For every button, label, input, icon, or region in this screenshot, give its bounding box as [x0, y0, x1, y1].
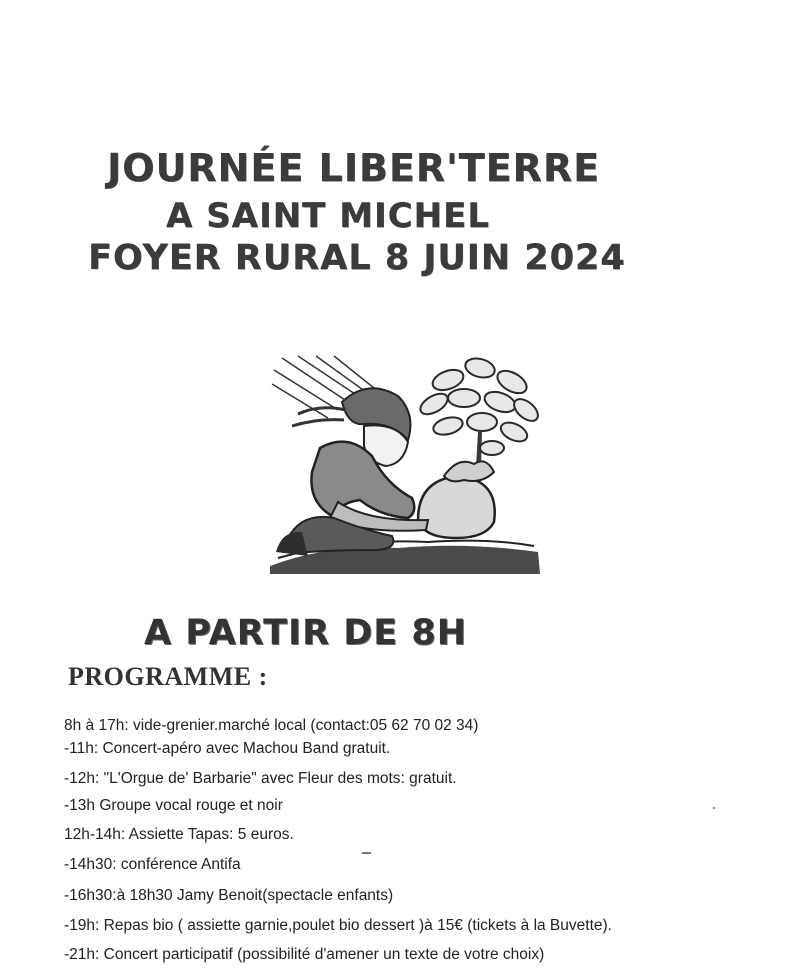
programme-item: -12h: "L'Orgue de' Barbarie" avec Fleur des mots: gratuit.: [64, 770, 457, 787]
scan-speck: [713, 807, 715, 809]
programme-item: -21h: Concert participatif (possibilité d'amener un texte de votre choix): [64, 946, 545, 963]
start-time-heading: A PARTIR DE 8H: [144, 613, 468, 653]
programme-item: -19h: Repas bio ( assiette garnie,poulet bio dessert )à 15€ (tickets à la Buvette).: [64, 917, 612, 934]
programme-item: -13h Groupe vocal rouge et noir: [64, 797, 283, 814]
programme-item: -14h30: conférence Antifa: [64, 856, 241, 873]
programme-item: -11h: Concert-apéro avec Machou Band gratuit.: [64, 740, 391, 757]
title-line-3: FOYER RURAL 8 JUIN 2024: [88, 238, 626, 278]
title-line-2: A SAINT MICHEL: [166, 196, 490, 236]
programme-item: -16h30:à 18h30 Jamy Benoit(spectacle enfants): [64, 887, 394, 904]
title-line-1: JOURNÉE LIBER'TERRE: [107, 146, 601, 190]
programme-item: 8h à 17h: vide-grenier.marché local (contact:05 62 70 02 34): [64, 717, 479, 734]
programme-item: 12h-14h: Assiette Tapas: 5 euros.: [64, 826, 294, 843]
gardener-planting-tree-illustration: [268, 352, 542, 576]
programme-heading: PROGRAMME :: [68, 662, 268, 691]
scan-speck: [362, 852, 371, 854]
